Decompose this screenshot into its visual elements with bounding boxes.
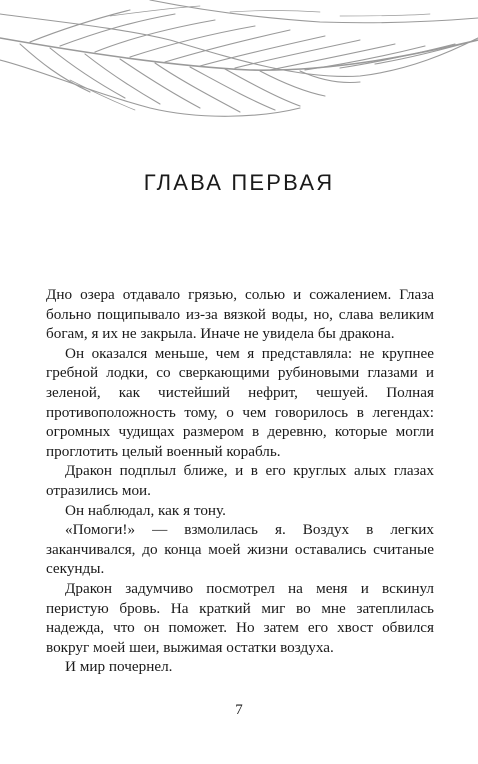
feather-icon	[0, 0, 478, 125]
page-number: 7	[235, 702, 243, 718]
paragraph: «Помоги!» — взмолилась я. Воздух в легких заканчивался, до конца моей жизни оставались считаные секунды.	[46, 521, 434, 578]
paragraph: И мир почернел.	[65, 658, 173, 676]
paragraph: Он наблюдал, как я тону.	[65, 501, 226, 519]
paragraph: Дракон задумчиво посмотрел на меня и вскинул перистую бровь. На краткий миг во мне затеплилась надежда, что он поможет. Но затем его хвост обвился вокруг моей шеи, выжимая остатки воздуха.	[46, 579, 434, 656]
paragraph: Дракон подплыл ближе, и в его круглых алых глазах отразились мои.	[46, 462, 434, 499]
chapter-title: ГЛАВА ПЕРВАЯ	[143, 170, 335, 195]
paragraph: Он оказался меньше, чем я представляла: не крупнее гребной лодки, со сверкающими рубиновыми глазами и зеленой, как чистейший нефрит, чешуей. Полная противоположность тому, о чем говорилось в легендах: огромных чудищах размером в деревню, которые могли проглотить целый военный корабль.	[46, 344, 434, 460]
paragraph: Дно озера отдавало грязью, солью и сожалением. Глаза больно пощипывало из-за вязкой воды, но, слава великим богам, я их не закрыла. Иначе не увидела бы дракона.	[46, 286, 434, 343]
chapter-body	[46, 285, 434, 677]
